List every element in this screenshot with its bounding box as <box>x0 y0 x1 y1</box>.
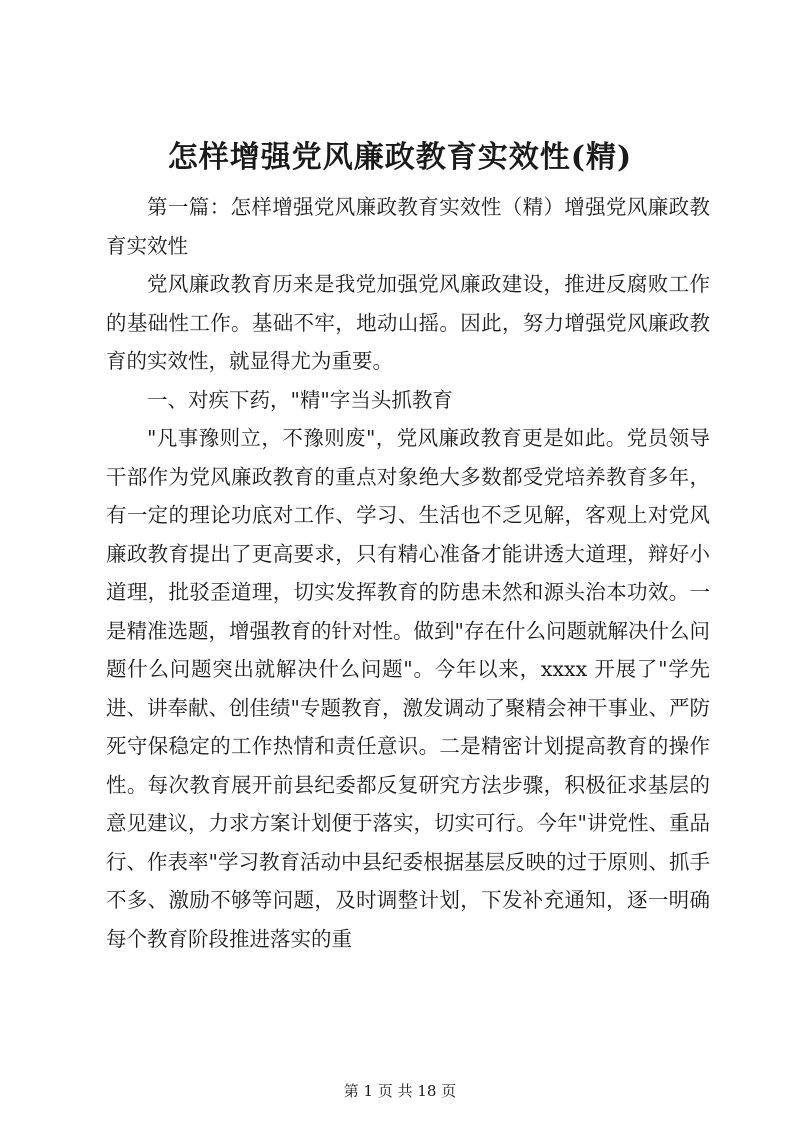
section-heading: 一、对疾下药，"精"字当头抓教育 <box>147 387 453 412</box>
paragraph-intro: 党风廉政教育历来是我党加强党风廉政建设，推进反腐败工作的基础性工作。基础不牢，地动山摇。因此，努力增强党风廉政教育的实效性，就显得尤为重要。 <box>106 272 710 373</box>
paragraph-main: "凡事豫则立，不豫则废"，党风廉政教育更是如此。党员领导干部作为党风廉政教育的重点对象绝大多数都受党培养教育多年，有一定的理论功底对工作、学习、生活也不乏见解，客观上对党风廉政教育提出了更高要求，只有精心准备才能讲透大道理，辩好小道理，批驳歪道理，切实发挥教育的防患未然和源头治本功效。一是精准选题，增强教育的针对性。做到"存在什么问题就解决什么问题什么问题突出就解决什么问题"。今年以来，xxxx 开展了"学先进、讲奉献、创佳绩"专题教育，激发调动了聚精会神干事业、严防死守保稳定的工作热情和责任意识。二是精密计划提高教育的操作性。每次教育展开前县纪委都反复研究方法步骤，积极征求基层的意见建议，力求方案计划便于落实，切实可行。今年"讲党性、重品行、作表率"学习教育活动中县纪委根据基层反映的过于原则、抓手不多、激励不够等问题，及时调整计划，下发补充通知，逐一明确每个教育阶段推进落实的重 <box>106 426 710 951</box>
page-footer: 第 1 页 共 18 页 <box>343 1082 457 1100</box>
paragraph-heading-line: 第一篇：怎样增强党风廉政教育实效性（精）增强党风廉政教育实效性 <box>106 195 710 258</box>
document-title: 怎样增强党风廉政教育实效性(精) <box>167 140 633 175</box>
document-body <box>106 188 710 958</box>
